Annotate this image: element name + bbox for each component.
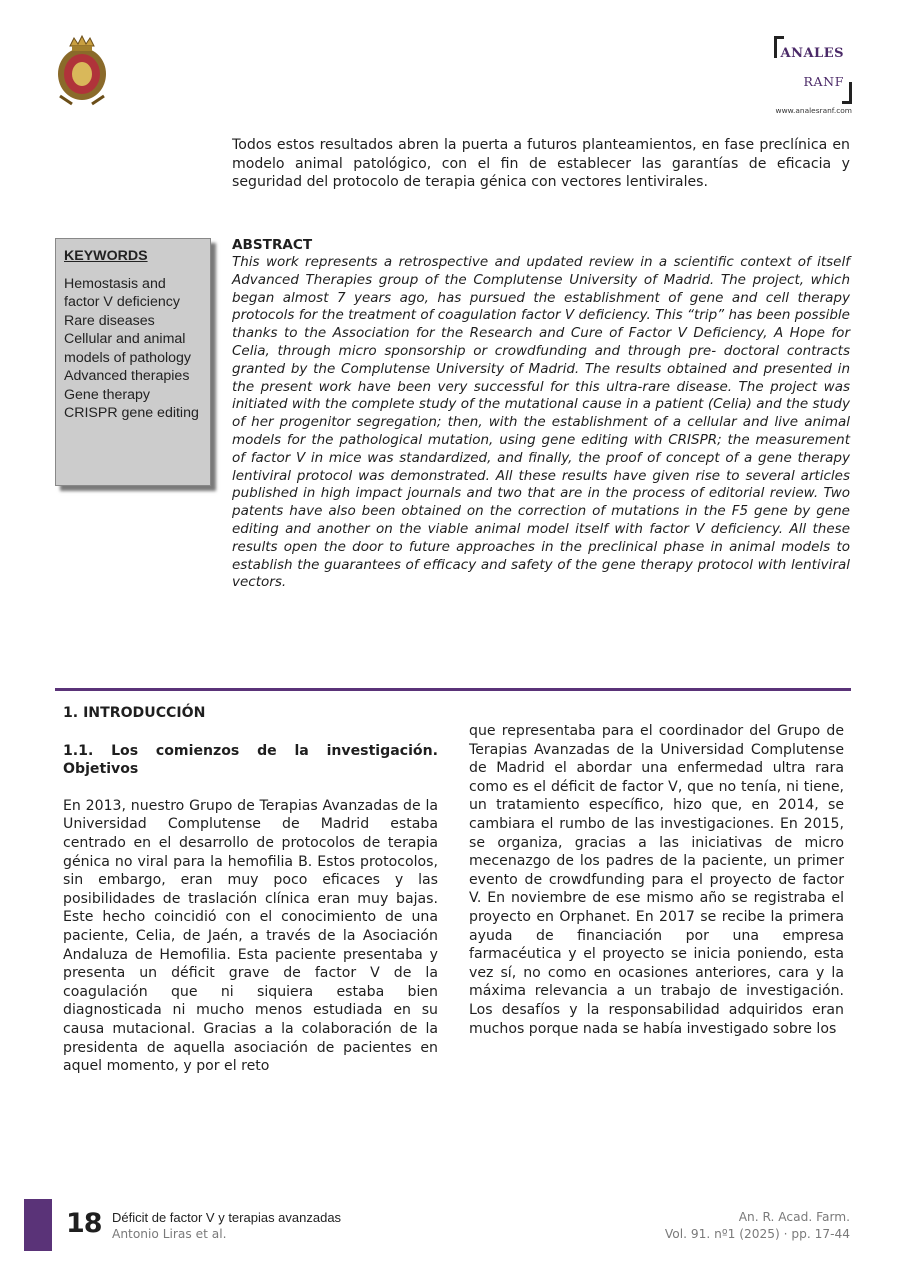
subsection-title: 1.1. Los comienzos de la investigación. Objetivos: [63, 742, 438, 778]
section-divider: [55, 688, 851, 691]
intro-paragraph: Todos estos resultados abren la puerta a futuros planteamientos, en fase preclínica en modelo animal patológico, con el fin de establecer las garantías de eficacia y seguridad del protocolo de terapia génica con vectores lentivirales.: [232, 137, 850, 191]
keyword-item: CRISPR gene editing: [64, 405, 199, 421]
abstract-text: This work represents a retrospective and updated review in a scientific context of itself Advanced Therapies group of the Complutense University of Madrid. The project, which began almost 7 years ago, has pursued the establishment of gene and cell therapy protocols for the treatment of coagulation factor V deficiency. This “trip” has been possible thanks to the Association for the Research and Cure of Factor V Deficiency, A Hope for Celia, through micro sponsorship or crowdfunding and through pre- doctoral contracts granted by the Complutense University of Madrid. The results obtained and presented in the present work have been very successful for this ultra-rare disease. The project was initiated with the complete study of the mutational cause in a patient (Celia) and the study of her progenitor segregation; then, with the establishment of a cellular and live animal models for the pathological mutation, using gene editing with CRISPR; the measurement of factor V in mice was standardized, and finally, the proof of concept of a gene therapy lentiviral protocol was demonstrated. All these results have given rise to several articles published in high impact journals and two that are in the process of editorial review. Two patents have also been obtained on the correction of mutations in the F5 gene by gene editing and another on the viable animal model itself with factor V deficiency. All these results open the door to future approaches in the preclinical phase in animal models to establish the guarantees of efficacy and safety of the gene therapy protocol with lentiviral vectors.: [232, 254, 850, 591]
body-paragraph-right: que representaba para el coordinador del Grupo de Terapias Avanzadas de la Universidad Complutense de Madrid el abordar una enfermedad ultra rara como es el déficit de factor V, que no tenía, ni tiene, un tratamiento específico, hizo que, en 2014, se cambiara el rumbo de las investigaciones. En 2015, se organiza, gracias a las iniciativas de micro mecenazgo de los padres de la paciente, un primer evento de crowdfunding para el proyecto de factor V. En noviembre de ese mismo año se registraba el proyecto en Orphanet. En 2017 se recibe la primera ayuda de financiación por una empresa farmacéutica y el proyecto se inicia poniendo, esta vez sí, no como en ocasiones anteriores, cara y la máxima relevancia a un trabajo de investigación. Los desafíos y la responsabilidad adquiridos eran muchos porque nada se había investigado sobre los: [469, 723, 844, 1037]
keywords-title: KEYWORDS: [64, 248, 148, 264]
abstract-title: ABSTRACT: [232, 237, 313, 253]
abstract-section: [232, 237, 850, 592]
keyword-item: Advanced therapies: [64, 368, 190, 384]
section-title: 1. INTRODUCCIÓN: [63, 705, 206, 721]
footer-journal: An. R. Acad. Farm.: [738, 1210, 850, 1224]
footer-authors: Antonio Liras et al.: [112, 1227, 227, 1241]
page-number: 18: [66, 1208, 102, 1239]
body-column-right: [469, 722, 844, 1038]
body-paragraph-left: En 2013, nuestro Grupo de Terapias Avanzadas de la Universidad Complutense de Madrid estaba centrado en el desarrollo de protocolos de terapia génica no viral para la hemofilia B. Estos protocolos, sin embargo, eran muy poco eficaces y las posibilidades de traslación clínica eran muy bajas. Este hecho coincidió con el conocimiento de una paciente, Celia, de Jaén, a través de la Asociación Andaluza de Hemofilia. Esta paciente presentaba y presenta un déficit grave de factor V de la coagulación que ni siquiera estaba bien diagnosticada ni mucho menos estudiada en su causa mutacional. Gracias a la colaboración de la presidenta de aquella asociación de pacientes en aquel momento, y por el reto: [63, 797, 438, 1075]
keyword-item: Hemostasis and factor V deficiency: [64, 275, 180, 310]
brand-name: ANALES: [780, 46, 844, 61]
footer-volume: Vol. 91. nº1 (2025) · pp. 17-44: [664, 1227, 850, 1241]
brand-url: www.analesranf.com: [775, 106, 852, 115]
keywords-box: [55, 238, 211, 486]
coat-of-arms-icon: [50, 34, 114, 106]
body-column-left: [63, 704, 438, 1076]
keyword-item: Cellular and animal models of pathology: [64, 331, 191, 366]
footer-article-title: Déficit de factor V y terapias avanzadas: [112, 1210, 342, 1225]
brand-subtitle: RANF: [803, 74, 844, 89]
brand-corner-bottom: [842, 82, 852, 104]
keyword-item: Rare diseases: [64, 312, 155, 329]
footer-accent-bar: [24, 1199, 52, 1251]
keyword-item: Gene therapy: [64, 386, 150, 403]
journal-brand: [740, 36, 852, 120]
